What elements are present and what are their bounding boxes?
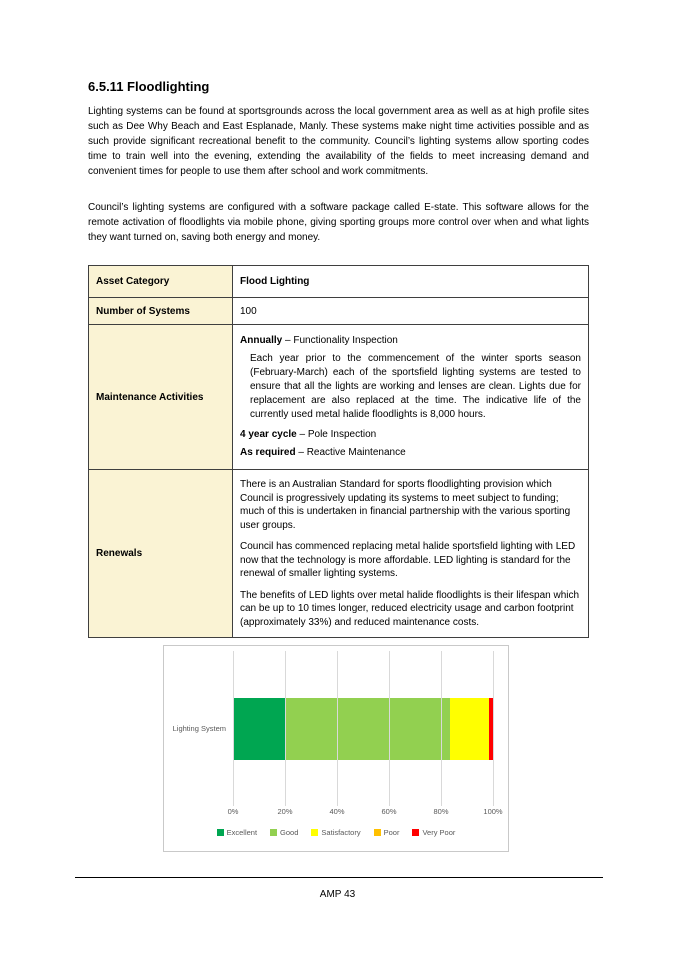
legend-item-satisfactory	[311, 828, 360, 837]
legend-label: Poor	[383, 828, 400, 837]
maintenance-activities-cell	[233, 325, 589, 470]
gridline	[389, 651, 390, 801]
chart-legend	[164, 828, 508, 837]
row-label-maintenance-activities: Maintenance Activities	[89, 325, 233, 470]
table-row	[89, 298, 589, 325]
row-label-renewals: Renewals	[89, 470, 233, 638]
maintenance-item-desc: – Functionality Inspection	[282, 335, 398, 346]
legend-label: Very Poor	[422, 828, 456, 837]
maintenance-annually-detail: Each year prior to the commencement of the winter sports season (February-March) each of the sportsfield lighting systems are tested to ensure that all the lights are working and lenses are clean. Lights due for replacement are also replaced at the time. The indicative life of the currently used metal halide floodlights is 8,000 hours.	[250, 353, 581, 420]
legend-item-very-poor	[412, 828, 455, 837]
row-label-number-of-systems: Number of Systems	[89, 298, 233, 325]
gridline	[285, 651, 286, 801]
maintenance-item-term: 4 year cycle	[240, 429, 297, 440]
bar-segment-excellent	[233, 698, 285, 760]
asset-summary-table	[88, 265, 589, 638]
x-tick-label: 80%	[433, 807, 449, 816]
legend-swatch-excellent	[217, 829, 224, 836]
chart-x-axis	[227, 807, 503, 817]
legend-swatch-poor	[374, 829, 381, 836]
legend-label: Excellent	[226, 828, 258, 837]
tick-mark	[233, 801, 234, 806]
asset-category-value: Flood Lighting	[233, 266, 589, 298]
maintenance-item-term: Annually	[240, 335, 283, 346]
maintenance-item-as-required	[240, 446, 581, 460]
condition-chart	[163, 645, 509, 852]
bar-segment-satisfactory	[450, 698, 489, 760]
tick-mark	[337, 801, 338, 806]
legend-item-poor	[374, 828, 400, 837]
table-row	[89, 470, 589, 638]
chart-category-label: Lighting System	[172, 724, 226, 733]
legend-swatch-very-poor	[412, 829, 419, 836]
x-tick-label: 60%	[381, 807, 397, 816]
tick-mark	[441, 801, 442, 806]
intro-paragraph: Lighting systems can be found at sportsgrounds across the local government area as well as at high profile sites such as Dee Why Beach and East Esplanade, Manly. These systems make night time activities possible and as such provide significant recreational benefit to the community. Council’s lighting systems allow sporting codes time to train well into the evening, extending the availability of the fields to meet increasing demand and convenient times for people to use them after school and work commitments.	[88, 106, 589, 177]
footer-divider	[75, 877, 603, 878]
legend-item-excellent	[217, 828, 257, 837]
legend-item-good	[270, 828, 298, 837]
gridline	[441, 651, 442, 801]
renewals-paragraph-standard: There is an Australian Standard for sports floodlighting provision which Council is progressively updating its systems to meet subject to funding; much of this is undertaken in financial partnership with the various sporting user groups.	[240, 479, 571, 531]
maintenance-item-desc: – Reactive Maintenance	[295, 447, 406, 458]
tick-mark	[493, 801, 494, 806]
legend-label: Satisfactory	[321, 828, 361, 837]
bar-segment-good	[285, 698, 450, 760]
gridline	[233, 651, 234, 801]
tick-mark	[389, 801, 390, 806]
chart-bar	[233, 698, 493, 760]
legend-swatch-satisfactory	[311, 829, 318, 836]
maintenance-item-desc: – Pole Inspection	[296, 429, 377, 440]
number-of-systems-value: 100	[233, 298, 589, 325]
x-tick-label: 100%	[483, 807, 503, 816]
maintenance-item-4-year-cycle	[240, 428, 581, 442]
page-number: AMP 43	[319, 889, 356, 900]
maintenance-item-annually	[240, 334, 581, 348]
x-tick-label: 20%	[277, 807, 293, 816]
row-label-asset-category: Asset Category	[89, 266, 233, 298]
x-tick-label: 0%	[227, 807, 239, 816]
renewals-paragraph-benefits: The benefits of LED lights over metal halide floodlights is their lifespan which can be up to 10 times longer, reduced electricity usage and carbon footprint (approximately 33%) and reduced maintenance costs.	[240, 589, 580, 628]
section-heading: 6.5.11 Floodlighting	[88, 79, 210, 94]
table-row	[89, 266, 589, 298]
maintenance-item-term: As required	[240, 447, 296, 458]
gridline	[493, 651, 494, 801]
estate-paragraph: Council’s lighting systems are configured with a software package called E-state. This software allows for the remote activation of floodlights via mobile phone, giving sporting groups more control over when and what lights they want turned on, saving both energy and money.	[88, 202, 589, 243]
gridline	[337, 651, 338, 801]
renewals-cell	[233, 470, 589, 638]
tick-mark	[285, 801, 286, 806]
chart-plot-area	[233, 651, 493, 801]
legend-swatch-good	[270, 829, 277, 836]
x-tick-label: 40%	[329, 807, 345, 816]
table-row	[89, 325, 589, 470]
renewals-paragraph-led: Council has commenced replacing metal halide sportsfield lighting with LED now that the technology is more affordable. LED lighting is standard for the renewal of smaller lighting systems.	[240, 541, 576, 579]
legend-label: Good	[280, 828, 299, 837]
